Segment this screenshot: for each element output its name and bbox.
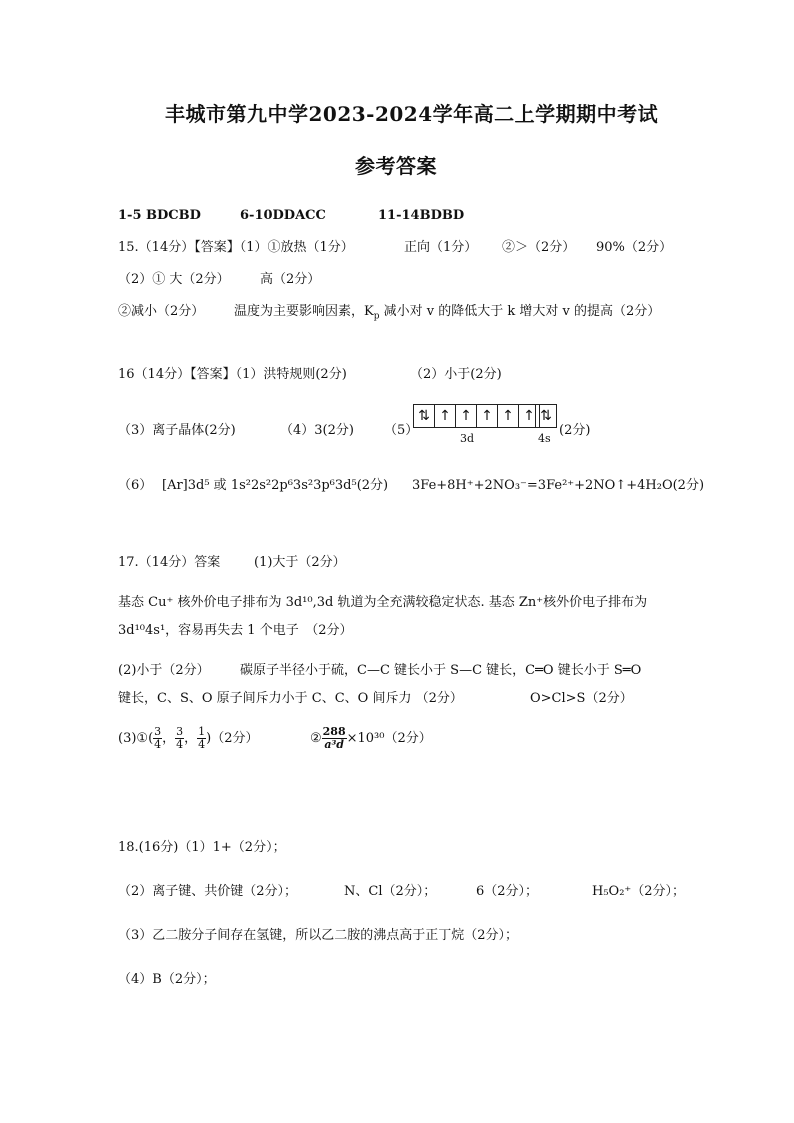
page-subtitle: 参考答案 <box>355 154 437 178</box>
q15-head: 15.（14分）【答案】（1）①放热（1分） <box>118 240 354 255</box>
q17-coord-close: )（2分） <box>206 731 259 746</box>
q18-line2-c: 6（2分）； <box>476 884 539 899</box>
fraction-1 <box>153 726 162 751</box>
q16-equation: 3Fe+8H⁺+2NO₃⁻=3Fe²⁺+2NO↑+4H₂O(2分) <box>412 478 705 493</box>
q16-answer-5-score: (2分) <box>559 423 591 438</box>
q15-line3-a: ②减小（2分） <box>118 304 205 319</box>
q17-para-2: 3d¹⁰4s¹，容易再失去 1 个电子 （2分） <box>118 623 353 638</box>
q17-head: 17.（14分）答案 <box>118 555 221 570</box>
q15-answer-direction: 正向（1分） <box>404 240 478 255</box>
q18-line2-a: （2）离子键、共价键（2分）； <box>118 884 298 899</box>
orbital-4s-label: 4s <box>538 432 551 445</box>
fraction-density-num: 288 <box>322 725 346 738</box>
q16-electron-config: [Ar]3d⁵ 或 1s²2s²2p⁶3s²3p⁶3d⁵(2分) <box>162 478 389 493</box>
q17-line3-b: 碳原子半径小于硫，C—C 键长小于 S—C 键长，C═O 键长小于 S═O <box>240 663 642 678</box>
q18-line2-d: H₅O₂⁺（2分）； <box>592 884 686 899</box>
fraction-2 <box>175 726 184 751</box>
q17-line4-a: 键长，C、S、O 原子间斥力小于 C、C、O 间斥力 （2分） <box>118 691 463 706</box>
q17-line3-a: (2)小于（2分） <box>118 663 210 678</box>
q17-coordinates: (3)①( $\frac{3}{4}$ ， $\frac{3}{4}$ ， $\frac{1}{4}$ )（2分） <box>118 725 259 751</box>
q17-line4-b: O>Cl>S（2分） <box>530 691 633 706</box>
orbital-3d-cell-1: ⇅ <box>414 405 435 427</box>
q16-answer-3: （3）离子晶体(2分) <box>118 423 236 438</box>
q15-answer-percent: 90%（2分） <box>596 240 673 255</box>
q18-line2-b: N、Cl（2分）； <box>344 884 437 899</box>
q17-answer-1: (1)大于（2分） <box>254 555 346 570</box>
fraction-1-den: 4 <box>154 738 162 751</box>
q18-line4: （4）B（2分）； <box>118 972 216 987</box>
q17-density <box>310 726 432 751</box>
q18-head: 18.(16分)（1）1+（2分）； <box>118 840 286 855</box>
q15-line2-b: 高（2分） <box>260 272 321 287</box>
fraction-3-num: 1 <box>198 725 206 738</box>
q17-density-prefix: ② <box>310 731 322 746</box>
orbital-3d-cell-4: ↑ <box>477 405 498 427</box>
fraction-density <box>322 726 347 751</box>
orbital-3d-cell-6: ↑ <box>523 408 535 424</box>
orbital-3d-cell-3: ↑ <box>456 405 477 427</box>
orbital-3d-cell-2: ↑ <box>435 405 456 427</box>
q17-coord-open: (3)①( <box>118 731 154 746</box>
q15-line2-a: （2）① 大（2分） <box>118 272 230 287</box>
fraction-3 <box>197 726 206 751</box>
q16-answer-5-label: （5） <box>384 423 419 438</box>
mc-group-3: 11-14BDBD <box>378 208 465 223</box>
q15-kp-text: 温度为主要影响因素，K <box>234 304 374 319</box>
orbital-4s-cell: ⇅ <box>540 408 552 424</box>
q18-line3: （3）乙二胺分子间存在氢键，所以乙二胺的沸点高于正丁烷（2分）； <box>118 928 519 943</box>
mc-group-1: 1-5 BDCBD <box>118 208 201 223</box>
fraction-1-num: 3 <box>154 725 162 738</box>
fraction-2-den: 4 <box>176 738 184 751</box>
q16-line6-prefix: （6） <box>118 478 153 493</box>
q16-head: 16（14分）【答案】（1）洪特规则(2分) <box>118 367 347 382</box>
q15-kp-sub: p <box>373 311 380 322</box>
q16-answer-2: （2）小于(2分) <box>410 367 502 382</box>
fraction-3-den: 4 <box>198 738 206 751</box>
orbital-3d-box <box>413 404 540 428</box>
orbital-4s-box <box>535 404 557 428</box>
mc-group-2: 6-10DDACC <box>240 208 326 223</box>
q15-line3-b <box>234 300 661 322</box>
q17-para-1: 基态 Cu⁺ 核外价电子排布为 3d¹⁰,3d 轨道为全充满较稳定状态. 基态 Zn⁺核外价电子排布为 <box>118 595 648 610</box>
q15-kp-rest: 减小对 v 的降低大于 k 增大对 v 的提高（2分） <box>379 304 661 319</box>
orbital-3d-label: 3d <box>460 432 475 445</box>
q15-answer-compare: ②＞（2分） <box>502 240 576 255</box>
q16-answer-4: （4）3(2分) <box>280 423 354 438</box>
orbital-3d-cell-5: ↑ <box>498 405 519 427</box>
fraction-2-num: 3 <box>176 725 184 738</box>
q17-density-tail: ×10³⁰（2分） <box>346 731 432 746</box>
fraction-density-den: a³d <box>324 738 344 751</box>
page-title: 丰城市第九中学2023-2024学年高二上学期期中考试 <box>165 102 659 126</box>
